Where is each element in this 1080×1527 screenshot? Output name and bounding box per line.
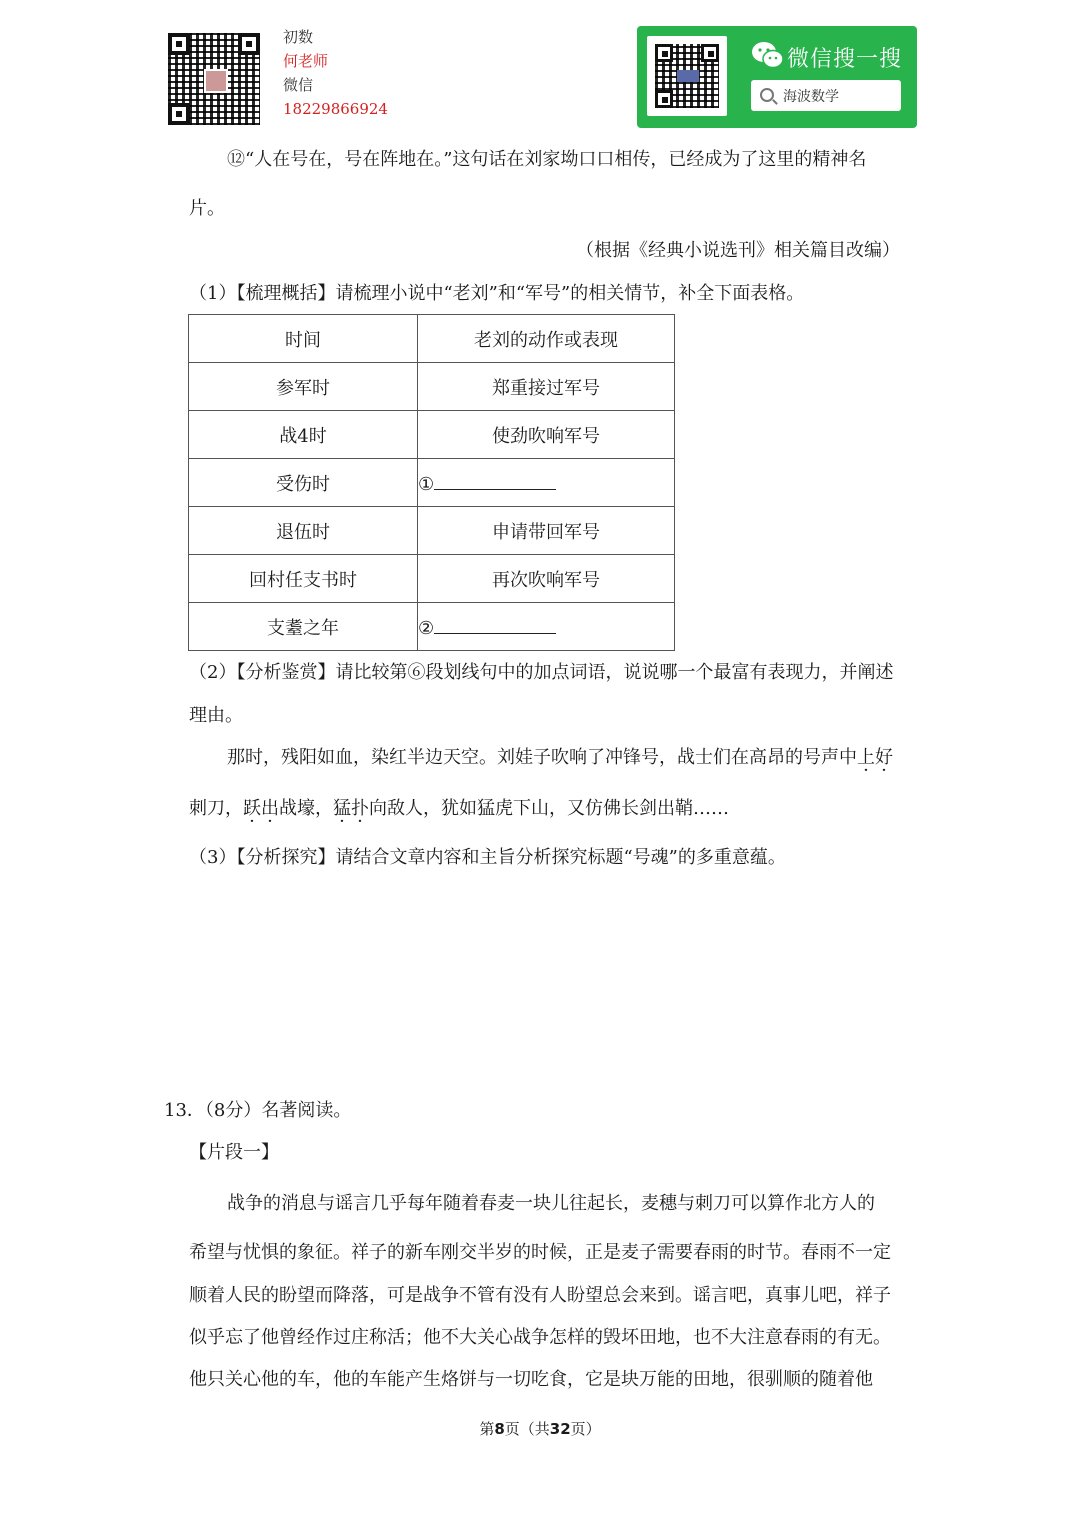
table-cell-time: 受伤时 [189, 459, 418, 507]
page-total: 32 [549, 1420, 571, 1438]
question-1-prompt: （1）【梳理概括】请梳理小说中“老刘”和“军号”的相关情节，补全下面表格。 [189, 283, 805, 304]
table-cell-time: 回村任支书时 [189, 555, 418, 603]
excerpt-line-1: 战争的消息与谣言几乎每年随着春麦一块儿往起长，麦穗与刺刀可以算作北方人的 [227, 1193, 875, 1214]
question-2-prompt-line2: 理由。 [189, 705, 243, 726]
table-header-action: 老刘的动作或表现 [418, 315, 675, 363]
table-header-time: 时间 [189, 315, 418, 363]
dotted-char: 出 [261, 798, 279, 819]
footer-pre: 第 [479, 1420, 495, 1438]
table-cell-blank-1[interactable] [418, 459, 675, 507]
dotted-char: 扑 [351, 798, 369, 819]
wechat-search-title: 微信搜一搜 [787, 47, 903, 72]
table-row [189, 411, 675, 459]
table-cell-action: 郑重接过军号 [418, 363, 675, 411]
table-row [189, 507, 675, 555]
wechat-search-box[interactable] [751, 80, 901, 111]
excerpt-line-3: 顺着人民的盼望而降落，可是战争不管有没有人盼望总会来到。谣言吧，真事儿吧，祥子 [189, 1285, 891, 1306]
table-row [189, 603, 675, 651]
contact-line-1: 初数 [283, 28, 314, 46]
contact-info [283, 25, 388, 121]
dotted-char: 跃 [243, 798, 261, 819]
table-row [189, 459, 675, 507]
answer-blank-2[interactable] [434, 615, 556, 634]
wechat-qr-frame [647, 36, 727, 116]
excerpt-line-5: 他只关心他的车，他的车能产生烙饼与一切吃食，它是块万能的田地，很驯顺的随着他 [189, 1369, 873, 1390]
excerpt-line-4: 似乎忘了他曾经作过庄称活；他不大关心战争怎样的毁坏田地，也不大注意春雨的有无。 [189, 1327, 891, 1348]
question-2-prompt-line1: （2）【分析鉴赏】请比较第⑥段划线句中的加点词语，说说哪一个最富有表现力，并阐述 [189, 662, 894, 683]
wechat-logo-icon [751, 40, 785, 70]
dotted-char: 上 [857, 747, 875, 768]
dotted-char: 好 [875, 747, 893, 768]
dotted-char: 猛 [333, 798, 351, 819]
question-3-prompt: （3）【分析探究】请结合文章内容和主旨分析探究标题“号魂”的多重意蕴。 [189, 847, 786, 868]
source-note: （根据《经典小说选刊》相关篇目改编） [576, 240, 900, 261]
answer-blank-1[interactable] [434, 471, 556, 490]
contact-line-3: 微信 [283, 76, 314, 94]
blank-marker-2: ② [418, 617, 435, 639]
quote-text: 刺刀， [189, 798, 243, 819]
page-footer [0, 1418, 1080, 1439]
wechat-search-text: 海波数学 [783, 89, 839, 105]
table-row [189, 555, 675, 603]
footer-post: 页） [570, 1420, 601, 1438]
table-cell-time: 支耋之年 [189, 603, 418, 651]
table-cell-time: 退伍时 [189, 507, 418, 555]
contact-phone: 18229866924 [283, 100, 388, 118]
table-cell-action: 使劲吹响军号 [418, 411, 675, 459]
table-header-row [189, 315, 675, 363]
contact-qr-code [168, 33, 260, 125]
quote-line-1 [227, 746, 893, 770]
quote-text: 战壕， [279, 798, 333, 819]
quote-line-2 [189, 797, 729, 821]
table-row [189, 363, 675, 411]
table-cell-action: 再次吹响军号 [418, 555, 675, 603]
question-13-title: 13．（8分）名著阅读。 [164, 1100, 352, 1121]
wechat-qr-code [655, 44, 719, 108]
table-cell-blank-2[interactable] [418, 603, 675, 651]
plot-table [188, 314, 675, 651]
footer-mid: 页（共 [504, 1420, 550, 1438]
paragraph-12-cont: 片。 [189, 198, 225, 219]
section-heading: 【片段一】 [189, 1142, 279, 1163]
contact-line-2: 何老师 [283, 52, 329, 70]
paragraph-12: ⑫“人在号在，号在阵地在。”这句话在刘家坳口口相传，已经成为了这里的精神名 [227, 149, 867, 170]
quote-text: 向敌人，犹如猛虎下山，又仿佛长剑出鞘…… [369, 798, 729, 819]
page-number: 8 [494, 1420, 505, 1438]
table-cell-time: 参军时 [189, 363, 418, 411]
table-cell-action: 申请带回军号 [418, 507, 675, 555]
search-icon [760, 88, 774, 102]
table-cell-time: 战4时 [189, 411, 418, 459]
wechat-search-banner[interactable] [637, 26, 917, 128]
blank-marker-1: ① [418, 473, 435, 495]
excerpt-line-2: 希望与忧惧的象征。祥子的新车刚交半岁的时候，正是麦子需要春雨的时节。春雨不一定 [189, 1242, 891, 1263]
quote-text: 那时，残阳如血，染红半边天空。刘娃子吹响了冲锋号，战士们在高昂的号声中 [227, 747, 857, 768]
